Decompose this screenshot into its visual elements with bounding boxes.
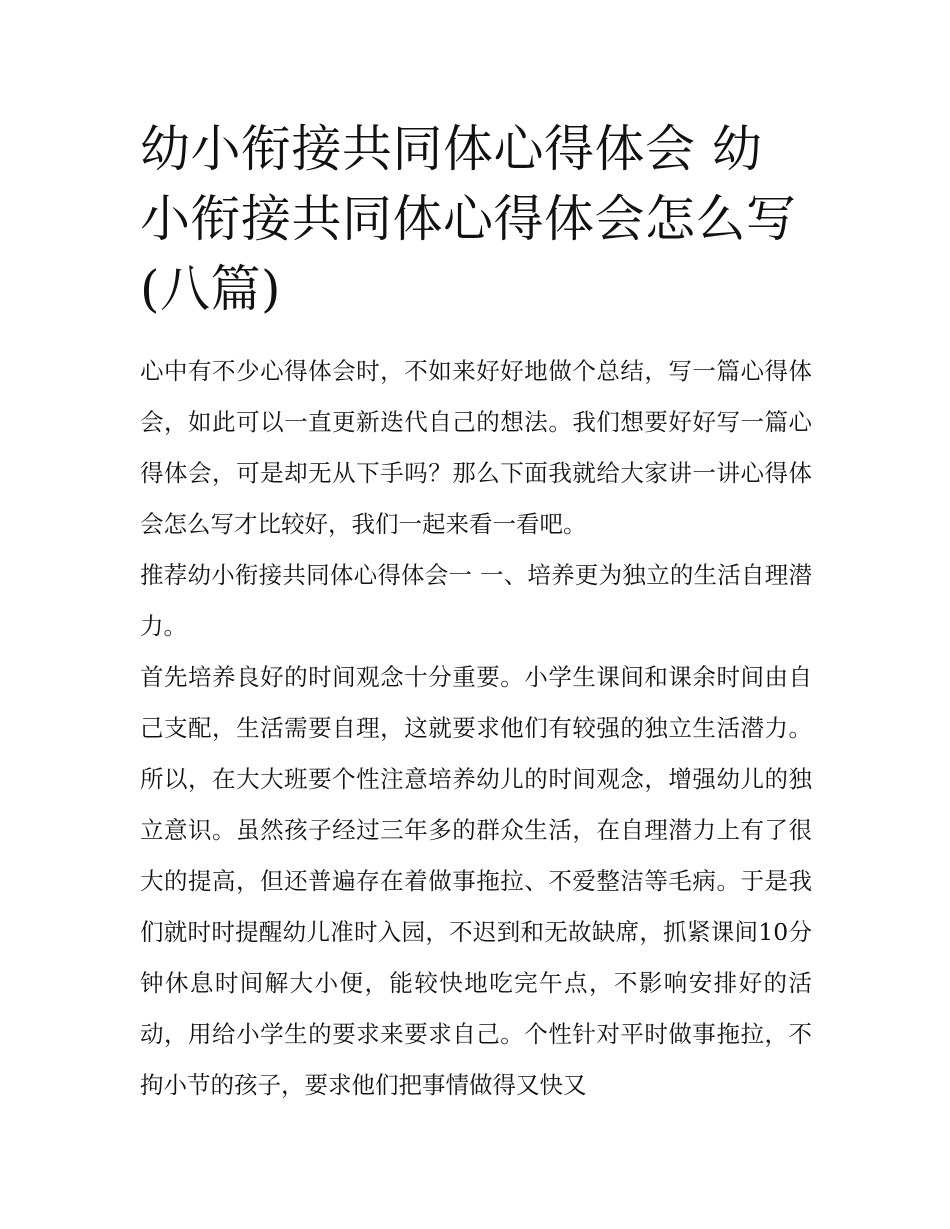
paragraph-intro: 心中有不少心得体会时，不如来好好地做个总结，写一篇心得体会，如此可以一直更新迭代自己的想法。我们想要好好写一篇心得体会，可是却无从下手吗？那么下面我就给大家讲一讲心得体会怎么写才比较好，我们一起来看一看吧。 (140, 357, 812, 538)
document-page (140, 114, 812, 1111)
paragraph-section-heading: 推荐幼小衔接共同体心得体会一 一、培养更为独立的生活自理潜力。 (140, 561, 812, 640)
document-body (140, 346, 812, 1111)
document-title: 幼小衔接共同体心得体会 幼小衔接共同体心得体会怎么写(八篇) (140, 120, 797, 318)
paragraph-time-concept: 首先培养良好的时间观念十分重要。小学生课间和课余时间由自己支配，生活需要自理，这就要求他们有较强的独立生活潜力。所以，在大大班要个性注意培养幼儿的时间观念，增强幼儿的独立意识。虽然孩子经过三年多的群众生活，在自理潜力上有了很大的提高，但还普遍存在着做事拖拉、不爱整洁等毛病。于是我们就时时提醒幼儿准时入园，不迟到和无故缺席，抓紧课间10分钟休息时间解大小便，能较快地吃完午点，不影响安排好的活动，用给小学生的要求来要求自己。个性针对平时做事拖拉，不拘小节的孩子，要求他们把事情做得又快又 (140, 663, 812, 1099)
